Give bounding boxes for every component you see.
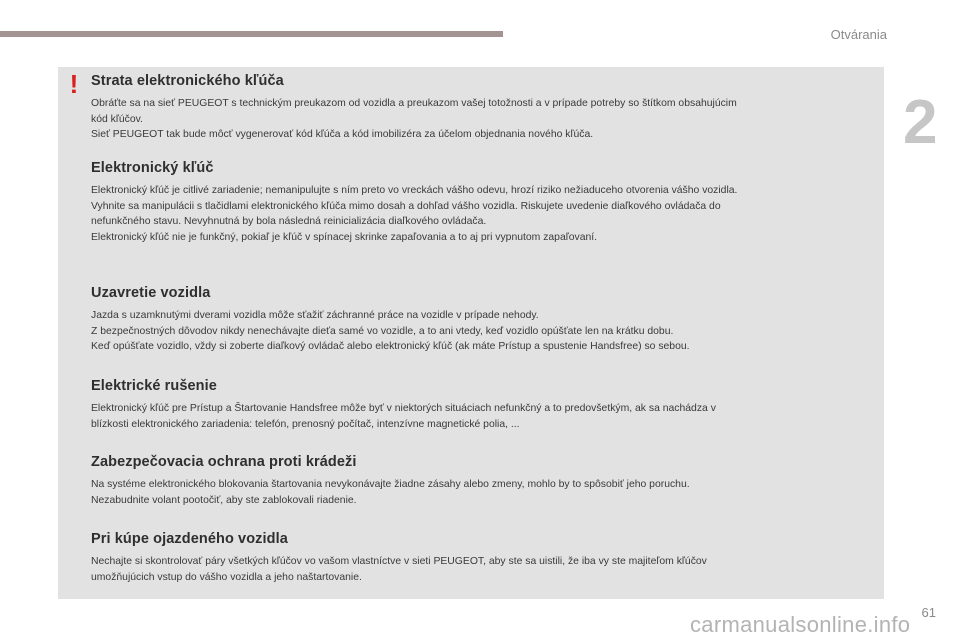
text-line: blízkosti elektronického zariadenia: telefón, prenosný počítač, intenzívne magnetické polia, ...: [91, 418, 520, 430]
section-text: [91, 96, 866, 143]
section-vehicle-locking: [91, 285, 866, 355]
section-anti-theft: [91, 454, 866, 508]
section-text: [91, 401, 866, 432]
text-line: Keď opúšťate vozidlo, vždy si zoberte diaľkový ovládač alebo elektronický kľúč (ak máte Prístup a spustenie Handsfree) so sebou.: [91, 341, 690, 353]
section-text: [91, 554, 866, 585]
text-line: Sieť PEUGEOT tak bude môcť vygenerovať kód kľúča a kód imobilizéra za účelom objednania nového kľúča.: [91, 129, 594, 141]
section-text: [91, 477, 866, 508]
text-line: Na systéme elektronického blokovania štartovania nevykonávajte žiadne zásahy alebo zmeny, mohlo by to spôsobiť jeho poruchu.: [91, 479, 690, 490]
text-line: Elektronický kľúč pre Prístup a Štartovanie Handsfree môže byť v niektorých situáciach nefunkčný a to predovšetkým, ak sa nachádza v: [91, 403, 716, 414]
section-electronic-key: [91, 160, 866, 245]
text-line: Nechajte si skontrolovať páry všetkých kľúčov vo vašom vlastníctve v sieti PEUGEOT, aby ste sa uistili, že iba vy ste majiteľom kľúčov: [91, 556, 707, 567]
chapter-title: Otvárania: [830, 27, 887, 42]
header-bar: [0, 31, 503, 37]
section-electrical-interference: [91, 378, 866, 432]
exclamation-icon: !: [69, 69, 79, 99]
text-line: Obráťte sa na sieť PEUGEOT s technickým preukazom od vozidla a preukazom vašej totožnosti a v prípade potreby so štítkom obsahujúcim: [91, 98, 737, 109]
section-title: Uzavretie vozidla: [91, 285, 211, 301]
text-line: umožňujúcich vstup do vášho vozidla a jeho naštartovanie.: [91, 571, 362, 583]
page-number: 61: [921, 605, 936, 620]
text-line: Z bezpečnostných dôvodov nikdy nenechávajte dieťa samé vo vozidle, a to ani vtedy, keď vozidlo opúšťate len na krátku dobu.: [91, 325, 674, 337]
text-line: kód kľúčov.: [91, 113, 143, 125]
section-title: Elektronický kľúč: [91, 160, 214, 176]
text-line: nefunkčného stavu. Nevyhnutná by bola následná reinicializácia diaľkového ovládača.: [91, 216, 487, 228]
text-line: Jazda s uzamknutými dverami vozidla môže sťažiť záchranné práce na vozidle v prípade nehody.: [91, 310, 539, 321]
section-text: [91, 308, 866, 355]
section-lost-key: [91, 73, 866, 143]
text-line: Vyhnite sa manipulácii s tlačidlami elektronického kľúča mimo dosah a dohľad vášho vozidla. Riskujete uvedenie diaľkového ovládača do: [91, 200, 721, 212]
watermark: carmanualsonline.info: [690, 612, 911, 637]
text-line: Nezabudnite volant pootočiť, aby ste zablokovali riadenie.: [91, 494, 357, 506]
section-title: Zabezpečovacia ochrana proti krádeži: [91, 454, 357, 470]
chapter-number: 2: [903, 88, 938, 157]
section-title: Pri kúpe ojazdeného vozidla: [91, 531, 288, 547]
text-line: Elektronický kľúč je citlivé zariadenie; nemanipulujte s ním preto vo vreckách vášho odevu, hrozí riziko nežiaduceho otvorenia vášho vozidla.: [91, 185, 738, 196]
section-title: Strata elektronického kľúča: [91, 73, 284, 89]
section-used-vehicle: [91, 531, 866, 585]
section-text: [91, 183, 866, 245]
text-line: Elektronický kľúč nie je funkčný, pokiaľ je kľúč v spínacej skrinke zapaľovania a to aj pri vypnutom zapaľovaní.: [91, 231, 598, 243]
section-title: Elektrické rušenie: [91, 378, 217, 394]
